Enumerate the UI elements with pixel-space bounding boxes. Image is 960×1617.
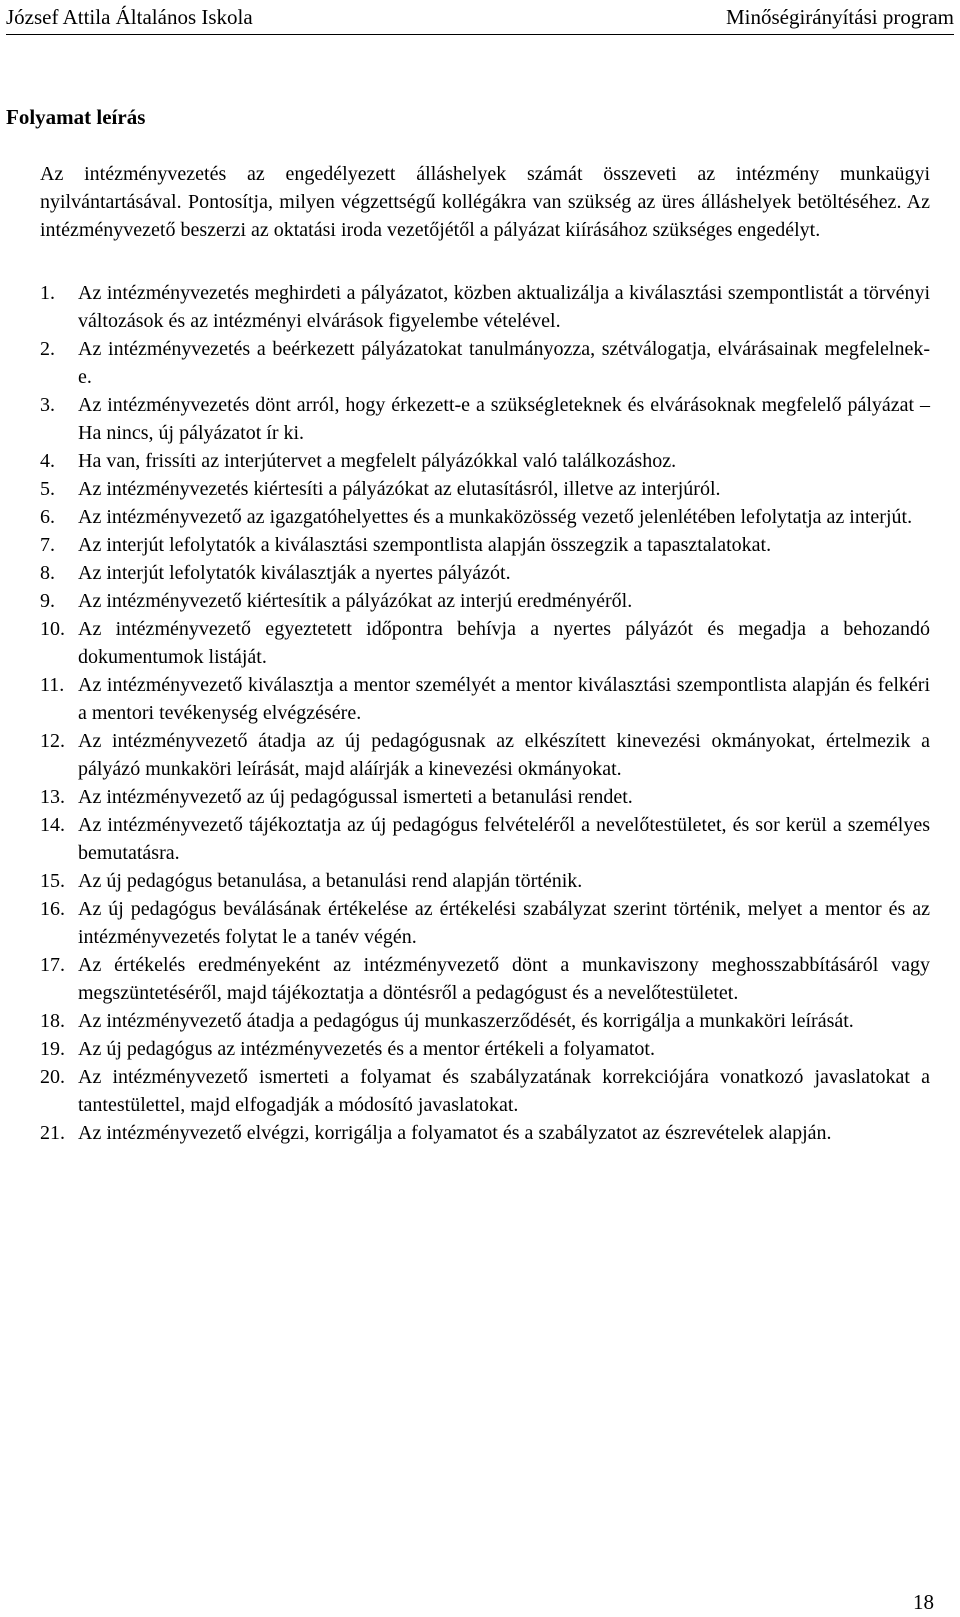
process-step: [40, 727, 930, 783]
process-step: [40, 1119, 930, 1147]
process-step: [40, 867, 930, 895]
process-step: [40, 615, 930, 671]
step-number: 15.: [40, 870, 65, 892]
step-text: Az intézményvezető az igazgatóhelyettes és a munkaközösség vezető jelenlétében lefolytatja az interjút.: [78, 506, 913, 528]
process-step: [40, 895, 930, 951]
process-step: [40, 1035, 930, 1063]
step-number: 10.: [40, 618, 65, 640]
step-text: Az intézményvezetés kiértesíti a pályázókat az elutasításról, illetve az interjúról.: [78, 478, 721, 500]
page-header: [6, 4, 954, 35]
step-text: Az új pedagógus az intézményvezetés és a mentor értékeli a folyamatot.: [78, 1038, 655, 1060]
step-text: Az intézményvezető egyeztetett időpontra behívja a nyertes pályázót és megadja a behozandó dokumentumok listáját.: [78, 618, 930, 668]
step-text: Az értékelés eredményeként az intézményvezető dönt a munkaviszony meghosszabbításáról vagy megszüntetéséről, majd tájékoztatja a döntésről a pedagógust és a nevelőtestületet.: [78, 954, 930, 1004]
process-step: [40, 1007, 930, 1035]
step-number: 8.: [40, 562, 55, 584]
step-number: 4.: [40, 450, 55, 472]
step-number: 7.: [40, 534, 55, 556]
step-number: 1.: [40, 282, 55, 304]
header-program-name: Minőségirányítási program: [725, 5, 954, 29]
step-text: Az intézményvezetés meghirdeti a pályázatot, közben aktualizálja a kiválasztási szempontlistát a törvényi változások és az intézményi elvárások figyelembe vételével.: [78, 282, 930, 332]
process-step: [40, 811, 930, 867]
step-text: Az új pedagógus betanulása, a betanulási rend alapján történik.: [78, 870, 583, 892]
section-title: Folyamat leírás: [6, 105, 146, 129]
step-number: 20.: [40, 1066, 65, 1088]
step-text: Az intézményvezető kiválasztja a mentor személyét a mentor kiválasztási szempontlista alapján és felkéri a mentori tevékenység elvégzésére.: [78, 674, 930, 724]
step-text: Az intézményvezetés dönt arról, hogy érkezett-e a szükségleteknek és elvárásoknak megfelelő pályázat – Ha nincs, új pályázatot ír ki.: [78, 394, 930, 444]
step-text: Ha van, frissíti az interjútervet a megfelelt pályázókkal való találkozáshoz.: [78, 450, 677, 472]
process-step: [40, 391, 930, 447]
step-text: Az intézményvezető ismerteti a folyamat és szabályzatának korrekciójára vonatkozó javaslatokat a tantestülettel, majd elfogadják a módosító javaslatokat.: [78, 1066, 930, 1116]
step-number: 12.: [40, 730, 65, 752]
process-step: [40, 951, 930, 1007]
step-text: Az intézményvezető átadja az új pedagógusnak az elkészített kinevezési okmányokat, értelmezik a pályázó munkaköri leírását, majd aláírják a kinevezési okmányokat.: [78, 730, 930, 780]
step-number: 2.: [40, 338, 55, 360]
step-text: Az új pedagógus beválásának értékelése az értékelési szabályzat szerint történik, melyet a mentor és az intézményvezetés folytat le a tanév végén.: [78, 898, 930, 948]
process-step: [40, 335, 930, 391]
step-number: 9.: [40, 590, 55, 612]
process-step: [40, 279, 930, 335]
step-number: 21.: [40, 1122, 65, 1144]
step-text: Az intézményvezetés a beérkezett pályázatokat tanulmányozza, szétválogatja, elvárásainak megfelelnek-e.: [78, 338, 930, 388]
step-text: Az intézményvezető kiértesítik a pályázókat az interjú eredményéről.: [78, 590, 633, 612]
process-step: [40, 503, 930, 531]
step-text: Az intézményvezető tájékoztatja az új pedagógus felvételéről a nevelőtestületet, és sor kerül a személyes bemutatásra.: [78, 814, 930, 864]
step-number: 13.: [40, 786, 65, 808]
step-number: 3.: [40, 394, 55, 416]
page-number: 18: [913, 1590, 934, 1614]
step-number: 16.: [40, 898, 65, 920]
step-text: Az intézményvezető átadja a pedagógus új munkaszerződését, és korrigálja a munkaköri leírását.: [78, 1010, 854, 1032]
step-number: 11.: [40, 674, 65, 696]
process-steps-list: [40, 279, 930, 1147]
step-number: 6.: [40, 506, 55, 528]
process-step: [40, 783, 930, 811]
step-number: 17.: [40, 954, 65, 976]
process-step: [40, 671, 930, 727]
intro-paragraph: Az intézményvezetés az engedélyezett álláshelyek számát összeveti az intézmény munkaügyi nyilvántartásával. Pontosítja, milyen végzettségű kollégákra van szükség az üres álláshelyek betöltéséhez. Az intézményvezető beszerzi az oktatási iroda vezetőjétől a pályázat kiírásához szükséges engedélyt.: [40, 163, 930, 241]
process-step: [40, 447, 930, 475]
step-text: Az intézményvezető elvégzi, korrigálja a folyamatot és a szabályzatot az észrevételek alapján.: [78, 1122, 832, 1144]
step-number: 18.: [40, 1010, 65, 1032]
step-text: Az intézményvezető az új pedagógussal ismerteti a betanulási rendet.: [78, 786, 633, 808]
process-step: [40, 531, 930, 559]
step-number: 14.: [40, 814, 65, 836]
process-step: [40, 1063, 930, 1119]
process-step: [40, 559, 930, 587]
step-text: Az interjút lefolytatók a kiválasztási szempontlista alapján összegzik a tapasztalatokat.: [78, 534, 772, 556]
process-step: [40, 587, 930, 615]
step-text: Az interjút lefolytatók kiválasztják a nyertes pályázót.: [78, 562, 511, 584]
step-number: 19.: [40, 1038, 65, 1060]
header-school-name: József Attila Általános Iskola: [6, 5, 253, 29]
step-number: 5.: [40, 478, 55, 500]
process-step: [40, 475, 930, 503]
